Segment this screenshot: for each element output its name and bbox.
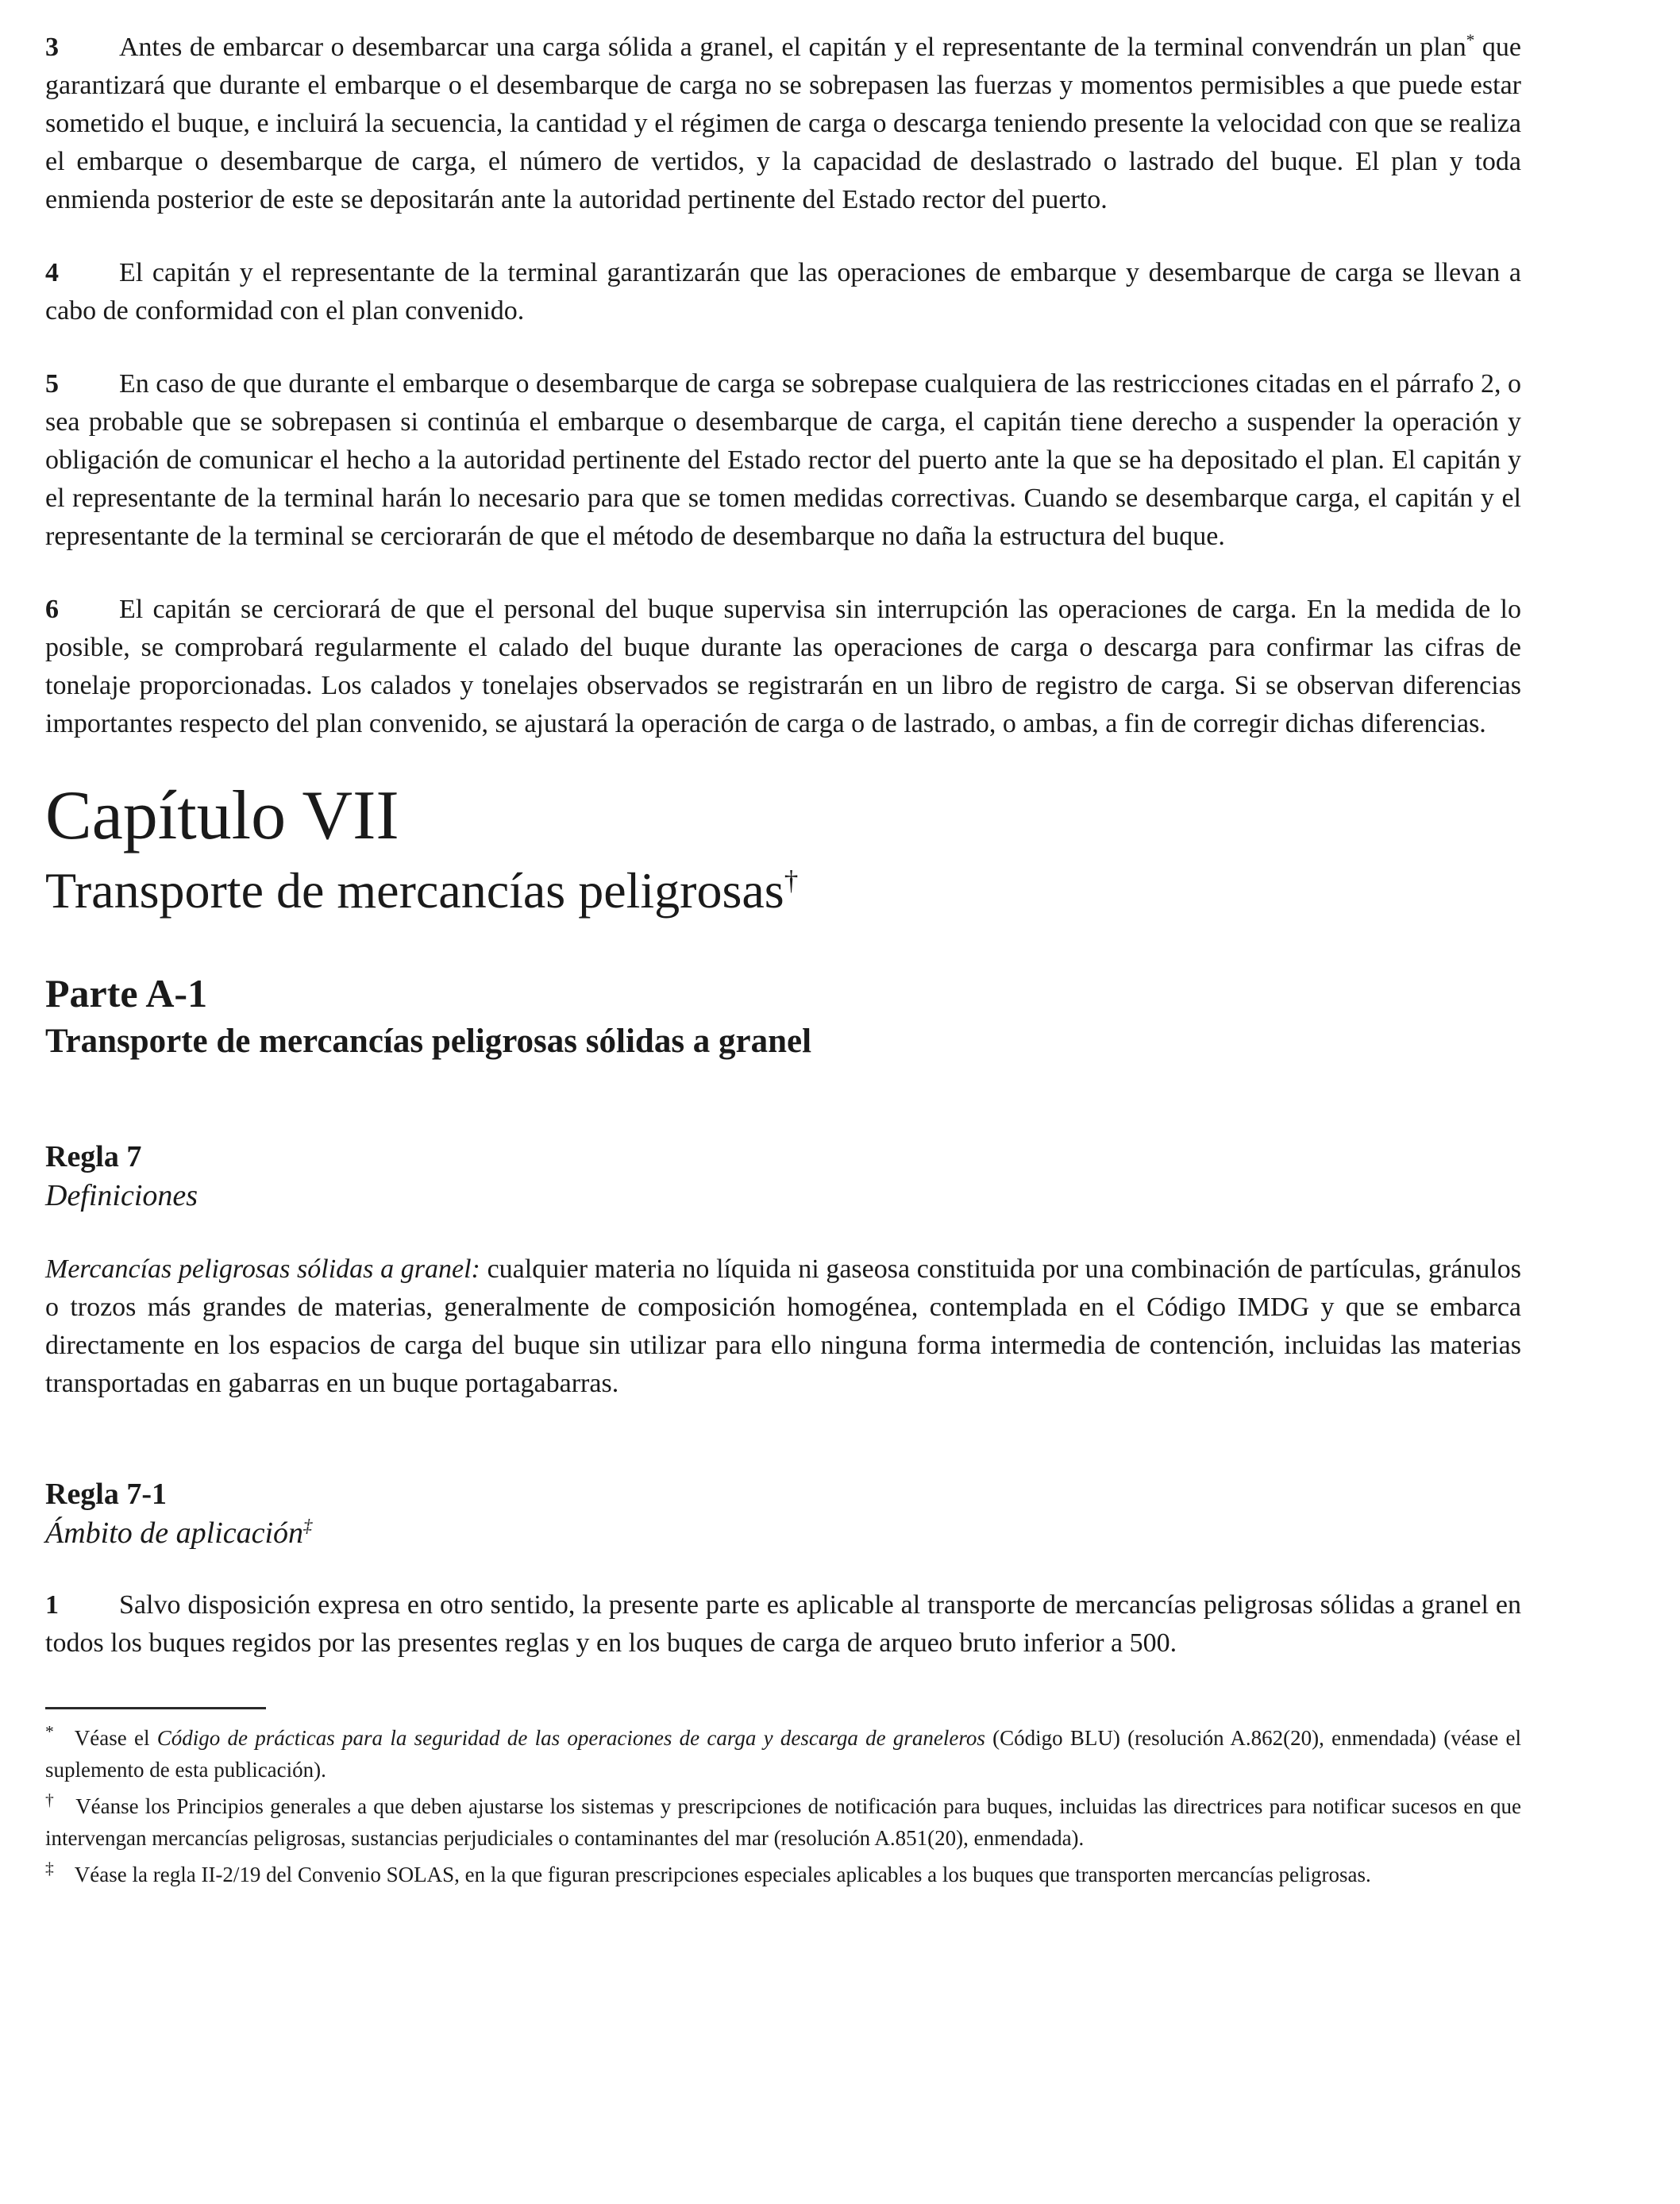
paragraph-5 (45, 365, 1521, 556)
paragraph-text: En caso de que durante el embarque o desembarque de carga se sobrepase cualquiera de las restricciones citadas en el párrafo 2, o sea probable que se sobrepasen si continúa el embarque o desembarque de carga, el capitán tiene derecho a suspender la operación y obligación de comunicar el hecho a la autoridad pertinente del Estado rector del puerto ante la que se ha depositado el plan. El capitán y el representante de la terminal harán lo necesario para que se tomen medidas correctivas. Cuando se desembarque carga, el capitán y el representante de la terminal se cerciorarán de que el método de desembarque no daña la estructura del buque. (45, 369, 1521, 551)
footnote-cited-title: Código de prácticas para la seguridad de las operaciones de carga y descarga de graneleros (156, 1725, 985, 1750)
paragraph-number: 6 (45, 595, 59, 624)
footnote-double-dagger (45, 1859, 1521, 1890)
paragraph-number: 3 (45, 33, 59, 62)
paragraph-text: El capitán se cerciorará de que el personal del buque supervisa sin interrupción las operaciones de carga. En la medida de lo posible, se comprobará regularmente el calado del buque durante las operaciones de carga o descarga para confirmar las cifras de tonelaje proporcionadas. Los calados y tonelajes observados se registrarán en un libro de registro de carga. Si se observan diferencias importantes respecto del plan convenido, se ajustará la operación de carga o de lastrado, o ambas, a fin de corregir dichas diferencias. (45, 595, 1521, 738)
footnote-asterisk (45, 1722, 1521, 1786)
paragraph-number: 4 (45, 258, 59, 287)
footnote-marker-dagger: † (45, 1790, 56, 1809)
footnote-text: Véanse los Principios generales a que deben ajustarse los sistemas y prescripciones de notificación para buques, incluidas las directrices para notificar sucesos en que intervengan mercancías peligrosas, sustancias perjudiciales o contaminantes del mar (resolución A.851(20), enmendada). (45, 1794, 1521, 1850)
chapter-title: Capítulo VII (45, 777, 399, 854)
definition-text: cualquier materia no líquida ni gaseosa constituida por una combinación de partículas, gránulos o trozos más grandes de materias, generalmente de composición homogénea, contemplada en el Código IMDG y que se embarca directamente en los espacios de carga del buque sin utilizar para ello ninguna forma intermedia de contención, incluidas las materias transportadas en gabarras en un buque portagabarras. (45, 1254, 1522, 1398)
part-subtitle: Transporte de mercancías peligrosas sólidas a granel (45, 1023, 812, 1061)
paragraph-4 (45, 254, 1521, 330)
paragraph-text: El capitán y el representante de la terminal garantizarán que las operaciones de embarque y desembarque de carga se llevan a cabo de conformidad con el plan convenido. (45, 258, 1521, 326)
paragraph-number: 5 (45, 369, 59, 399)
footnote-text: (Código BLU) (resolución A.862(20), enmendada) (véase el suplemento de esta publicación). (45, 1725, 1522, 1782)
footnote-marker-asterisk: * (45, 1721, 54, 1741)
rule-7-1-subtitle (45, 1515, 1521, 1553)
paragraph-text: que garantizará que durante el embarque o el desembarque de carga no se sobrepasen las fuerzas y momentos permisibles a que puede estar sometido el buque, e incluirá la secuencia, la cantidad y el régimen de carga o descarga teniendo presente la velocidad con que se realiza el embarque o desembarque de carga, el número de vertidos, y la capacidad de deslastrado o lastrado del buque. El plan y toda enmienda posterior de este se depositarán ante la autoridad pertinente del Estado rector del puerto. (45, 33, 1522, 214)
footnote-ref-asterisk: * (1466, 30, 1475, 50)
rule-7-1-subtitle-text: Ámbito de aplicación (45, 1516, 304, 1551)
footnote-text: Véase el (74, 1725, 157, 1750)
footnote-ref-dagger: † (784, 865, 799, 896)
footnote-separator (45, 1707, 266, 1709)
part-title: Parte A-1 (45, 970, 208, 1015)
footnote-ref-double-dagger: ‡ (303, 1516, 313, 1536)
paragraph-1 (45, 1586, 1521, 1663)
chapter-subtitle-text: Transporte de mercancías peligrosas (45, 862, 784, 919)
paragraph-text: Salvo disposición expresa en otro sentido, la presente parte es aplicable al transporte de mercancías peligrosas sólidas a granel en todos los buques regidos por las presentes reglas y en los buques de carga de arqueo bruto inferior a 500. (45, 1589, 1521, 1658)
paragraph-6 (45, 591, 1521, 743)
paragraph-text: Antes de embarcar o desembarcar una carga sólida a granel, el capitán y el representante de la terminal convendrán un plan (119, 33, 1466, 62)
rule-7-title: Regla 7 (45, 1139, 142, 1173)
rule-7-1-title: Regla 7-1 (45, 1477, 168, 1511)
footnote-dagger (45, 1790, 1521, 1854)
footnote-text: Véase la regla II-2/19 del Convenio SOLAS, en la que figuran prescripciones especiales aplicables a los buques que transporten mercancías peligrosas. (74, 1862, 1371, 1886)
paragraph-number: 1 (45, 1589, 59, 1620)
footnote-marker-double-dagger: ‡ (45, 1858, 54, 1878)
definition-term: Mercancías peligrosas sólidas a granel: (45, 1254, 480, 1284)
footnotes-section (45, 1707, 1521, 1890)
definition-paragraph (45, 1250, 1521, 1403)
chapter-subtitle (45, 861, 1521, 920)
rule-7-subtitle: Definiciones (45, 1179, 198, 1213)
paragraph-3 (45, 29, 1521, 219)
